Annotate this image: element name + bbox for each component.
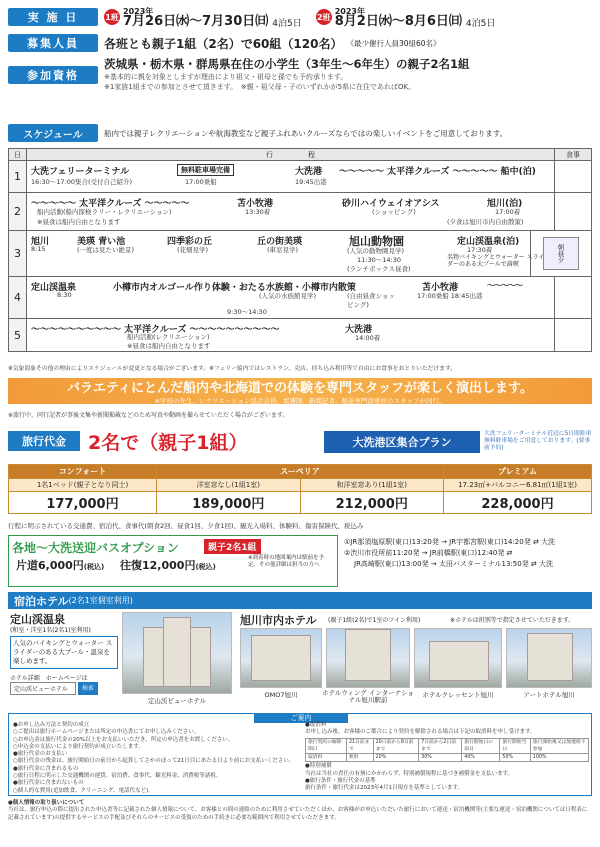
price-header <box>8 427 592 457</box>
bus-round: 往復12,000円(税込) <box>120 559 216 572</box>
bus-pair: 親子2名1組 <box>204 539 261 554</box>
bus-route-2: ②渋川市役所前11:20発 → JR前橋駅(東口)12:40発 ⇄ <box>344 549 513 557</box>
privacy-title: ●個人情報の取り扱いについて <box>8 800 85 806</box>
room-superior-japanese: 和洋室窓あり(1組1室) <box>300 479 444 492</box>
guide-left: ●お申し込み方法と契約の成立 ○ご提出は旅行ホームページまたは所定の申込書にてお申し込みください。 ○お申込金は旅行代金の20%以上をお支払いいただき、所定の申込書をお渡しください。 ○申込金の支払いにより旅行契約が成立いたします。 ●旅行代金のお支払い ○旅行代金の残金は、旅行開始日の前日から起算してさかのぼって21日目にあたる日より前にお支払いください。 ●旅行代金に含まれるもの ○旅行日程に明示した交通機関の運賃、宿泊費、食事代、観光料金、消費税等諸税。 ●旅行代金に含まれないもの ○個人的な費用(追加飲食、クリーニング、電話代など)。 <box>13 722 295 794</box>
cruise-onboard: 〜〜〜〜〜 太平洋クルーズ 〜〜〜〜〜 船中(泊) <box>339 167 536 177</box>
day-number: 5 <box>9 319 27 351</box>
onboard-activity: 船内活動(船内探検ラリー・レクリエーション) <box>37 208 172 216</box>
stop-tomakomai: 苫小牧港 <box>422 283 459 293</box>
route-cell <box>27 277 555 318</box>
col-route: 行 程 <box>27 149 555 160</box>
price-superior-western: 189,000円 <box>157 492 301 514</box>
stop-tomakomai: 苫小牧港 <box>237 199 274 209</box>
meal-cell <box>555 193 591 230</box>
col-day: 日 <box>9 149 27 160</box>
stop-biei-blue-pond: 美瑛 青い池 <box>77 237 126 247</box>
bus-title: 各地〜大洗送迎バスオプション <box>12 541 179 555</box>
arrival-time: 14:00着 <box>355 334 381 342</box>
hotel-header: 宿泊ホテル (2名1室個室利用) <box>8 592 592 609</box>
flower-note: (花畑見学) <box>177 246 209 254</box>
stop-shikisai: 四季彩の丘 <box>167 237 213 247</box>
price-label: 旅行代金 <box>8 431 80 451</box>
stop-jozankei: 定山渓温泉 <box>31 283 77 293</box>
pacific-cruise: 〜〜〜〜〜〜〜〜〜〜 太平洋クルーズ 〜〜〜〜〜〜〜〜〜〜 <box>31 325 280 335</box>
onboard-activity: 船内活動(レクリエーション) <box>127 333 210 341</box>
price-includes: 行程に明示されている交通費、宿泊代、食事代(朝食2回、昼食1回、夕食1回)、観光入場料、体験料、傷害保険代、税込み <box>8 522 364 530</box>
privacy-section <box>8 800 592 822</box>
lunchbox-note: (ランチボックス昼食) <box>347 265 411 273</box>
stop-time: 16:30〜17:00集合(受付自己紹介) <box>31 178 133 186</box>
lunch-note: ※昼食は船内自由となります <box>37 218 121 226</box>
shopping-note: (ショッピング) <box>372 208 416 216</box>
price-table <box>8 464 592 514</box>
day-number: 4 <box>9 277 27 318</box>
otaru-time: 9:30〜14:30 <box>227 308 267 316</box>
shopping-note: (自由昼食ショッピング) <box>347 292 395 309</box>
group2-nights: 4泊5日 <box>465 18 496 29</box>
arrival-time: 17:30着 <box>467 246 493 254</box>
group2-dates: 8月2日㈬〜8月6日㈰ <box>334 14 462 29</box>
day-number: 3 <box>9 231 27 276</box>
meal-cell <box>555 277 591 318</box>
eligibility-label: 参加資格 <box>8 66 98 84</box>
room-comfort: 1名1ベッド(親子となり同士) <box>9 479 157 492</box>
itinerary-row-5 <box>9 319 591 351</box>
cruise-wave: 〜〜〜〜〜 <box>487 281 522 290</box>
route-cell <box>27 193 555 230</box>
itinerary-row-1 <box>9 161 591 193</box>
photo-wing <box>326 628 410 688</box>
jozankei-hp: ホテル詳細 ホームページは <box>10 675 88 682</box>
dinner-note: (夕食は旭川市内自由散策) <box>447 218 524 226</box>
stop-otaru: 小樽市内オルゴール作り体験・おたる水族館・小樽市内散策 <box>113 283 356 293</box>
group2-year: 2023年 <box>334 7 365 16</box>
stop-asahiyama-zoo: 旭山動物園 <box>349 235 404 248</box>
aquarium-note: (人気の水族館見学) <box>259 292 317 300</box>
route-cell <box>27 161 555 192</box>
arrival-time: 13:30着 <box>245 208 271 216</box>
asahikawa-sub: (親子1組(2名)で1室のツイン利用) <box>328 617 421 624</box>
buffet-note: 名物バイキングとウォーター スライダーのある大プールで満喫 <box>447 254 545 268</box>
photo-omo7 <box>240 628 322 688</box>
class-premium: プレミアム <box>444 465 592 479</box>
route-cell <box>27 319 555 351</box>
itinerary-row-2 <box>9 193 591 231</box>
recruit-note: 《最少催行人員30組60名》 <box>346 38 441 48</box>
guide-title: ご案内 <box>254 713 348 723</box>
recruit-text: 各班とも親子1組（2名）で60組（120名） <box>104 36 343 51</box>
stop-jozankei: 定山渓温泉(泊) <box>457 237 520 247</box>
departure-time: 8:15 <box>31 245 46 253</box>
day-number: 1 <box>9 161 27 192</box>
plan-note: 大洗フェリーターミナル近辺に5日間駐車無料駐車場をご用意しております。(要事前予約) <box>484 431 592 451</box>
eligibility-note-2: ※1家族1組までの参加とさせて頂きます。 ※親・祖父母・子のいずれかが5県に在住であればOK。 <box>104 83 416 91</box>
bus-option <box>8 533 592 587</box>
itinerary-table <box>8 148 592 352</box>
bus-oneway: 片道6,000円(税込) <box>16 559 105 572</box>
search-button[interactable]: 検索 <box>78 682 98 695</box>
meal-cell <box>555 319 591 351</box>
eligibility-text: 茨城県・栃木県・群馬県在住の小学生（3年生〜6年生）の親子2名1組 <box>104 57 470 71</box>
guide-right: ●取消料 お申し込み後、お客様のご都合により契約を解除される場合は下記の取消料を申し受けます。 旅行契約の解除期日 21日前まで 20日前から8日前まで 7日前から2日前まで 旅行開始日の前日 旅行開始当日 旅行開始後又は無連絡不参加 取消料 無料 20% 30% 40% 50% 100% ●特別補償 当社は当社の責任の有無にかかわらず、特別補償規程に基づき補償金を支払います。 ●旅行条件・旅行代金の基準 旅行条件・旅行代金は2023年4月1日現在を基準としています。 <box>305 722 589 793</box>
staff-banner <box>8 378 592 404</box>
itinerary-header <box>9 149 591 161</box>
itinerary-row-3 <box>9 231 591 277</box>
class-superior: スーペリア <box>157 465 444 479</box>
bus-route-1: ①JR那須塩原駅(東口)13:20発 → JR宇都宮駅(東口)14:20発 ⇄ 大洗 <box>344 538 556 546</box>
photo-crescent <box>414 628 502 688</box>
room-premium: 17.23㎡+バルコニー6.81㎡(1組1室) <box>444 479 592 492</box>
group1-year: 2023年 <box>123 7 154 16</box>
boarding-time: 17:00乗船 18:45出港 <box>417 292 483 300</box>
class-comfort: コンフォート <box>9 465 157 479</box>
bus-routes <box>344 537 555 570</box>
guide-box <box>8 713 592 796</box>
stop-biei-town: 丘の街美瑛 <box>257 237 303 247</box>
jozankei-title: 定山渓温泉 <box>10 613 65 626</box>
scenic-note: (一度は見たい絶景) <box>77 246 135 254</box>
recruit-row <box>8 33 592 53</box>
caption-crescent: ホテルクレッセント旭川 <box>422 691 494 699</box>
privacy-text: 当社は、旅行申込の際に提出された申込書等に記載された個人情報について、お客様との間の連絡のために利用させていただくほか、お客様がお申込いただいた旅行において運送・宿泊機関等(主要な運送・宿泊機関については日程表に記載されています)の提供するサービスの手配及びそれらのサービスの受領のための手続きに必要な範囲内で利用させていただきます。 <box>8 807 588 821</box>
asahikawa-note: ※ホテルは班別等で指定させていただきます。 <box>450 617 575 624</box>
itinerary-row-4 <box>9 277 591 319</box>
jozankei-desc: 人気のバイキングとウォーター スライダーのある大プール・温泉を楽しめます。 <box>10 636 118 669</box>
banner-sub: ※学校の先生、レクリエーション協会会員、看護師、新聞記者、船旅専門添乗員のスタッフが同行。 <box>154 397 446 405</box>
lunch-note: ※昼食は船内自由となります <box>127 342 211 350</box>
price-comfort: 177,000円 <box>9 492 157 514</box>
search-box <box>10 682 98 695</box>
dates-label: 実 施 日 <box>8 8 98 26</box>
caption-art: アートホテル旭川 <box>523 691 575 699</box>
col-meal: 食事 <box>566 150 580 159</box>
zoo-time: 11:30〜14:30 <box>357 256 401 264</box>
parking-badge: 無料駐車場完備 <box>177 164 234 176</box>
price-premium: 228,000円 <box>444 492 592 514</box>
banner-text: バラエティにとんだ船内や北海道での体験を専門スタッフが楽しく演出します。 <box>67 381 533 396</box>
day-number: 2 <box>9 193 27 230</box>
caption-omo7: OMO7旭川 <box>264 691 298 699</box>
search-input[interactable]: 定山渓ビューホテル <box>10 682 76 695</box>
group1-nights: 4泊5日 <box>272 18 302 29</box>
plan-label: 大洗港区集合プラン <box>324 431 480 453</box>
window-view-note: (車窓見学) <box>267 246 299 254</box>
meal-cell: 朝昼夕 <box>543 237 579 270</box>
bus-note: ※到着時の地図案内は駅前を予定、その他詳細は担当の方へ <box>248 555 325 568</box>
group2-badge: 2班 <box>316 9 332 25</box>
eligibility-note-1: ※基本的に親を対象としますが理由により祖父・祖母と孫でも予約承ります。 <box>104 73 348 81</box>
cancel-table: 旅行契約の解除期日 21日前まで 20日前から8日前まで 7日前から2日前まで 旅行開始日の前日 旅行開始当日 旅行開始後又は無連絡不参加 取消料 無料 20% 30% 40% 50% 100% <box>305 738 589 763</box>
group1-badge: 1班 <box>104 9 120 25</box>
stop-oarai-port: 大洗港 <box>295 167 323 177</box>
room-superior-western: 洋室窓なし(1組1室) <box>157 479 301 492</box>
route-cell <box>27 231 545 276</box>
departure-time: 8:30 <box>57 291 72 299</box>
asahikawa-title: 旭川市内ホテル <box>240 614 317 627</box>
itinerary-footnote: ※気象海象その他の理由によりスケジュールが変更となる場合がございます。※フェリー船内ではレストラン、売店、持ち込み利用等で自由にお食事をおとりいただけます。 <box>8 366 457 372</box>
recruit-label: 募集人員 <box>8 34 98 52</box>
schedule-label: スケジュール <box>8 124 98 142</box>
schedule-text: 船内では親子レクリエーションや航海教室など親子ふれあいクルーズならではの楽しいイベントをご用意しております。 <box>104 128 508 138</box>
stop-asahikawa: 旭川(泊) <box>487 199 523 209</box>
media-note: ※旅行中、同行記者が事後文集や新聞掲載などのため写真や動画を撮らせていただく場合がございます。 <box>8 412 289 419</box>
stop-oarai-terminal: 大洗フェリーターミナル <box>31 167 130 177</box>
photo-art <box>506 628 592 688</box>
schedule-row <box>8 124 592 142</box>
caption-jozankei: 定山渓ビューホテル <box>147 697 207 705</box>
caption-wing: ホテルウィング インターナショナル旭川駅前 <box>322 689 414 704</box>
pacific-cruise: 〜〜〜〜〜 太平洋クルーズ 〜〜〜〜〜 <box>31 199 190 209</box>
jozankei-sub: (和室・洋室1名(2名1)室利用) <box>10 627 91 634</box>
price-superior-japanese: 212,000円 <box>300 492 444 514</box>
meal-cell <box>555 161 591 192</box>
zoo-note: (人気の動物園見学) <box>347 247 405 255</box>
stop-oarai-port: 大洗港 <box>345 325 373 335</box>
arrival-time: 17:00着 <box>495 208 521 216</box>
bus-route-3: JR高崎駅(東口)13:00発 → 太田バスターミナル13:50発 ⇄ 大洗 <box>354 560 554 568</box>
stop-asahikawa: 旭川 <box>31 237 50 247</box>
dates-row <box>8 6 592 28</box>
stop-sunagawa: 砂川ハイウェイオアシス <box>342 199 440 209</box>
departure-time: 19:45出港 <box>295 178 327 186</box>
photo-jozankei <box>122 612 232 694</box>
boarding-time: 17:00乗船 <box>185 178 217 186</box>
eligibility-row <box>8 56 592 94</box>
price-headline: 2名で（親子1組） <box>88 432 248 454</box>
group1-dates: 7月26日㈬〜7月30日㈰ <box>123 14 269 29</box>
